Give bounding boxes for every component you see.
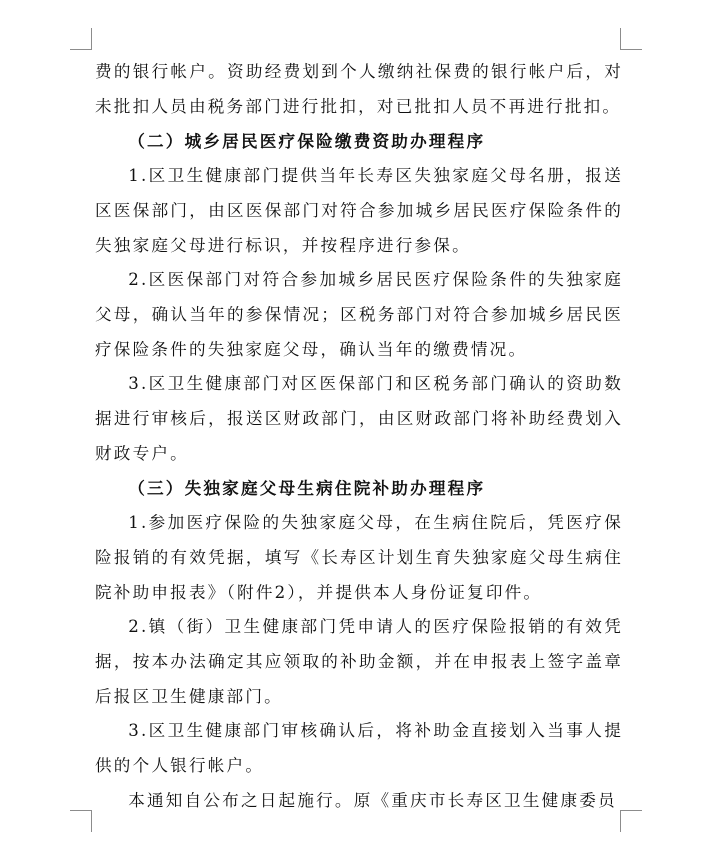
paragraph: 费的银行帐户。资助经费划到个人缴纳社保费的银行帐户后，对未批扣人员由税务部门进行批扣，对已批扣人员不再进行批扣。 [95, 62, 623, 116]
paragraph: 本通知自公布之日起施行。原《重庆市长寿区卫生健康委员 [128, 790, 617, 810]
crop-mark-top-right [620, 28, 642, 50]
document-body [95, 55, 623, 818]
paragraph: 3.区卫生健康部门审核确认后，将补助金直接划入当事人提供的个人银行帐户。 [95, 721, 623, 776]
crop-mark-bottom-right [620, 810, 642, 832]
paragraph: 1.区卫生健康部门提供当年长寿区失独家庭父母名册，报送区医保部门，由区医保部门对符合参加城乡居民医疗保险条件的失独家庭父母进行标识，并按程序进行参保。 [95, 166, 623, 255]
paragraph: 1.参加医疗保险的失独家庭父母，在生病住院后，凭医疗保险报销的有效凭据，填写《长寿区计划生育失独家庭父母生病住院补助申报表》（附件2），并提供本人身份证复印件。 [95, 513, 623, 602]
paragraph: 2.镇（街）卫生健康部门凭申请人的医疗保险报销的有效凭据，按本办法确定其应领取的补助金额，并在申报表上签字盖章后报区卫生健康部门。 [95, 617, 623, 706]
crop-mark-top-left [70, 28, 92, 50]
paragraph: 2.区医保部门对符合参加城乡居民医疗保险条件的失独家庭父母，确认当年的参保情况；区税务部门对符合参加城乡居民医疗保险条件的失独家庭父母，确认当年的缴费情况。 [95, 270, 623, 359]
crop-mark-bottom-left [70, 810, 92, 832]
section-heading: （三）失独家庭父母生病住院补助办理程序 [128, 478, 486, 499]
paragraph: 3.区卫生健康部门对区医保部门和区税务部门确认的资助数据进行审核后，报送区财政部门，由区财政部门将补助经费划入财政专户。 [95, 374, 623, 463]
section-heading: （二）城乡居民医疗保险缴费资助办理程序 [128, 131, 486, 152]
